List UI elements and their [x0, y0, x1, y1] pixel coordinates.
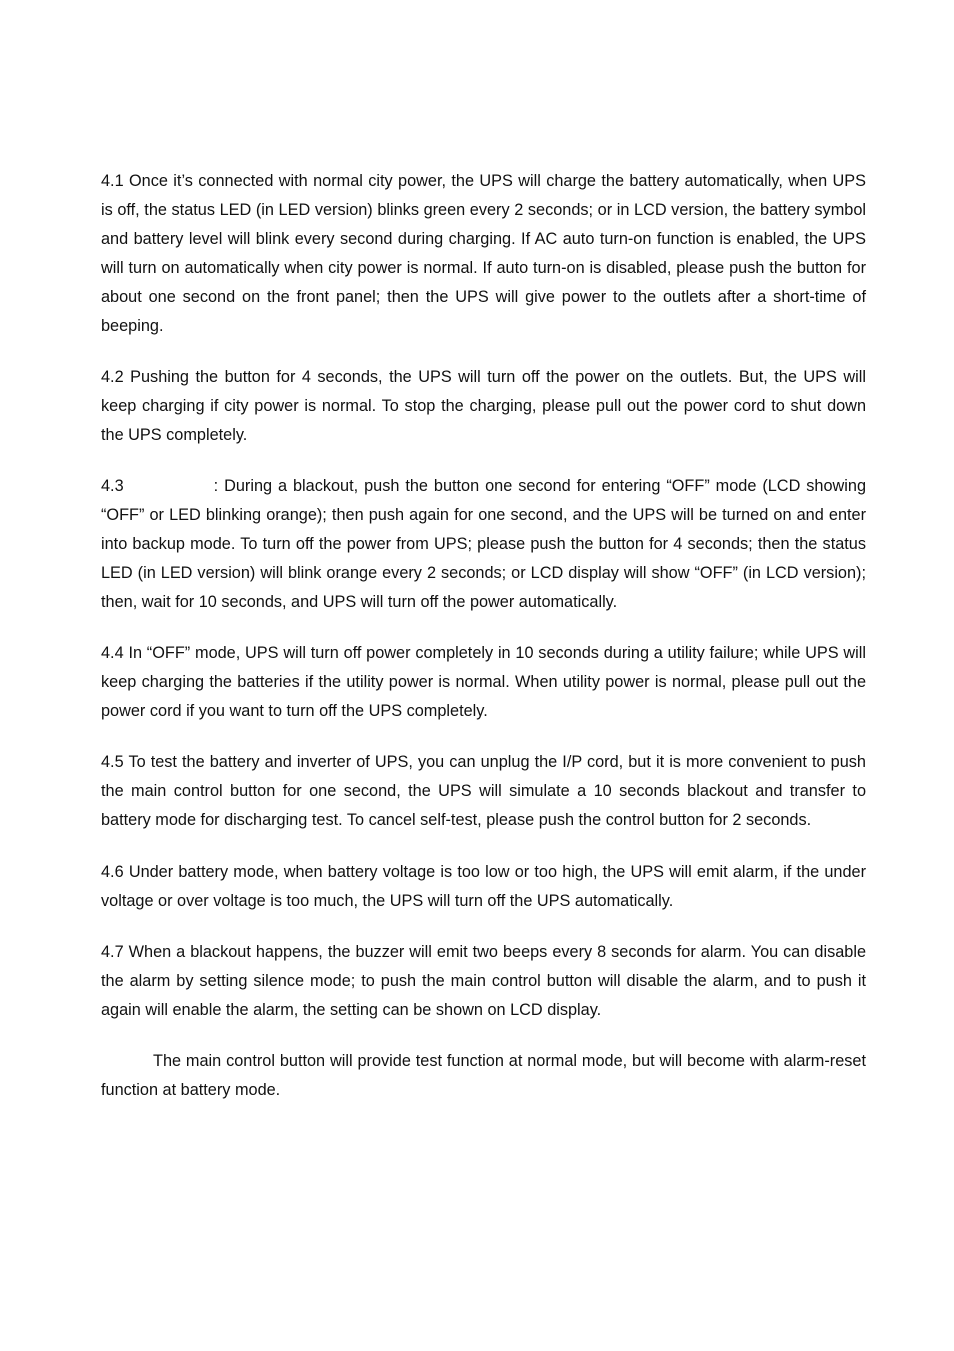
paragraph-text: : During a blackout, push the button one second for entering “OFF” mode (LCD showing “OFF” or LED blinking orange); then push again for one second, and the UPS will be turned on and enter into backup mode. To turn off the power from UPS; please push the button for 4 seconds; then the status LED (in LED version) will blink orange every 2 seconds; or LCD display will show “OFF” (in LCD version); then, wait for 10 seconds, and UPS will turn off the power automatically. — [101, 477, 866, 611]
paragraph-4-7 — [101, 938, 866, 1025]
paragraph-4-2 — [101, 363, 866, 450]
paragraph-text: Under battery mode, when battery voltage is too low or too high, the UPS will emit alarm, if the under voltage or over voltage is too much, the UPS will turn off the UPS automatically. — [101, 862, 866, 910]
paragraph-4-3 — [101, 472, 866, 617]
paragraph-4-5 — [101, 748, 866, 835]
paragraph-text: In “OFF” mode, UPS will turn off power completely in 10 seconds during a utility failure; while UPS will keep charging the batteries if the utility power is normal. When utility power is normal, please pull out the power cord if you want to turn off the UPS completely. — [101, 644, 866, 720]
paragraph-number: 4.7 — [101, 942, 124, 961]
paragraph-number: 4.6 — [101, 862, 124, 881]
paragraph-number: 4.1 — [101, 172, 124, 190]
paragraph-text: To test the battery and inverter of UPS, you can unplug the I/P cord, but it is more convenient to push the main control button for one second, the UPS will simulate a 10 seconds blackout and transfer to battery mode for discharging test. To cancel self-test, please push the control button for 2 seconds. — [101, 753, 866, 830]
document-body — [101, 167, 866, 1127]
paragraph-text: When a blackout happens, the buzzer will emit two beeps every 8 seconds for alarm. You can disable the alarm by setting silence mode; to push the main control button will disable the alarm, and to push it again will enable the alarm, the setting can be shown on LCD display. — [101, 942, 867, 1019]
paragraph-4-1 — [101, 167, 866, 340]
paragraph-number: 4.5 — [101, 753, 124, 772]
paragraph-number: 4.3 — [101, 477, 124, 496]
paragraph-4-6 — [101, 858, 866, 916]
paragraph-text: Once it’s connected with normal city power, the UPS will charge the battery automatically, when UPS is off, the status LED (in LED version) blinks green every 2 seconds; or in LCD version, the battery symbol and battery level will blink every second during charging. If AC auto turn-on function is enabled, the UPS will turn on automatically when city power is normal. If auto turn-on is disabled, please push the button for about one second on the front panel; then the UPS will give power to the outlets after a short-time of beeping. — [101, 172, 866, 335]
paragraph-4-4 — [101, 639, 866, 726]
paragraph-number: 4.2 — [101, 367, 124, 386]
paragraph-text: Pushing the button for 4 seconds, the UPS will turn off the power on the outlets. But, the UPS will keep charging if city power is normal. To stop the charging, please pull out the power cord to shut down the UPS completely. — [101, 367, 866, 444]
note-paragraph: The main control button will provide test function at normal mode, but will become with alarm-reset function at battery mode. — [101, 1052, 866, 1100]
paragraph-number: 4.4 — [101, 644, 124, 663]
